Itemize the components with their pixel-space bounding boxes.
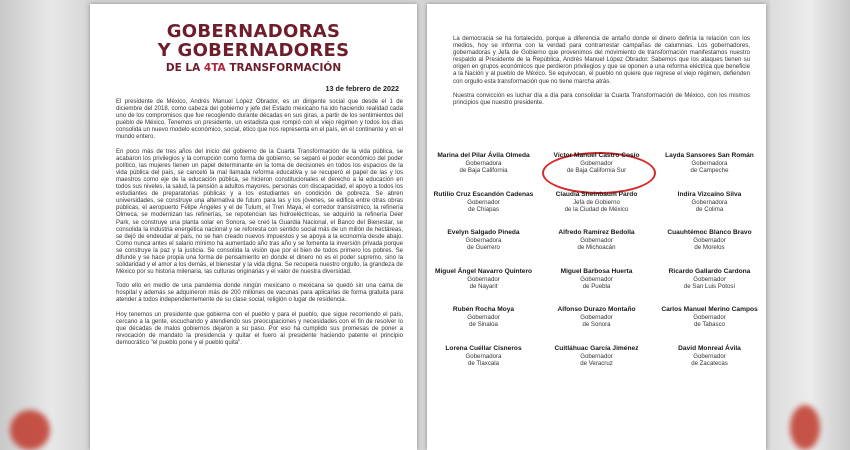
governor-signature [540, 345, 653, 384]
governor-role: Gobernador [467, 314, 500, 321]
governor-role: Gobernador [580, 160, 613, 167]
governor-state: de Baja California [459, 167, 508, 174]
governor-signature [540, 306, 653, 345]
title-line-3: DE LA 4TA TRANSFORMACIÓN [165, 62, 342, 74]
governor-state: de San Luis Potosí [683, 282, 736, 290]
governor-name: Lorena Cuéllar Cisneros [445, 344, 522, 352]
governors-row [427, 229, 766, 268]
governor-state: de Guerrero [467, 244, 500, 251]
governor-role: Gobernador [693, 237, 726, 244]
governor-state: de Campeche [690, 167, 729, 174]
governor-state: de Colima [695, 205, 724, 213]
governor-role: Gobernadora [465, 237, 502, 244]
governor-role: Jefa de Gobierno [573, 198, 620, 206]
governor-role: Gobernador [693, 275, 726, 283]
governor-name: Claudia Sheinbaum Pardo [555, 190, 638, 198]
governor-name: Indira Vizcaíno Silva [677, 190, 742, 198]
left-page [90, 4, 417, 450]
governor-state: de Veracruz [580, 359, 613, 367]
governor-signature [653, 306, 766, 345]
governor-name: Cuauhtémoc Blanco Bravo [667, 229, 752, 236]
governor-state: de la Ciudad de México [564, 205, 629, 213]
governors-grid [427, 152, 766, 383]
paragraph: Hoy tenemos un presidente que gobierna con el pueblo y para el pueblo, que sigue recorriendo el país, cercano a la gente, escuchando y atendiendo sus preocupaciones y necesidades con el fin de resolver lo que décadas de malos gobiernos dejaron a su paso. Por eso ha cumplido sus promesas de poner a revocación de mandato la presidencia y quitar el fuero al presidente haciendo patente el principio democrático "el pueblo pone y el pueblo quita". [116, 311, 403, 346]
governor-role: Gobernador [580, 352, 613, 360]
governor-role: Gobernador [580, 237, 613, 244]
governor-state: de Sinaloa [469, 321, 498, 328]
paragraph: Nuestra convicción es luchar día a día para consolidar la Cuarta Transformación de México, con los mismos principios que nuestro presidente. [453, 92, 750, 106]
governor-state: de Michoacán [577, 244, 616, 251]
paragraph: La democracia se ha fortalecido, porque a diferencia de antaño donde el dinero definía la relación con los medios, hoy se informa con la verdad para contrarrestar campañas de calumnias. Los gobernadores, gobernadoras y Jefa de Gobierno que provenimos del movimiento de transformación manifestamos nuestro respaldo al Presidente de la República, Andrés Manuel López Obrador. Sabemos que los ataques tienen su origen en grupos económicos que perdieron privilegios y que se oponen a una reforma eléctrica que beneficie a la Nación y al pueblo de México. Se equivocan, el pueblo no quiere que regrese el viejo régimen, defienden con orgullo esta transformación que no tiene marcha atrás. [453, 36, 750, 85]
governor-name: Rubén Rocha Moya [452, 306, 515, 313]
governor-state: de Sonora [582, 321, 611, 328]
decorative-blur [790, 405, 820, 450]
governor-role: Gobernador [467, 198, 500, 206]
governor-signature [540, 152, 653, 191]
governor-signature [653, 191, 766, 230]
governor-signature [540, 191, 653, 230]
governor-state: de Tlaxcala [467, 359, 500, 367]
left-body-text [116, 99, 403, 347]
governor-name: Víctor Manuel Castro Cosío [553, 152, 640, 159]
governor-role: Gobernadora [465, 352, 502, 360]
governor-name: David Monreal Ávila [678, 344, 741, 352]
governor-role: Gobernadora [691, 160, 728, 167]
governor-signature [427, 268, 540, 307]
governor-signature [427, 306, 540, 345]
governor-signature [427, 345, 540, 384]
governor-role: Gobernador [467, 275, 500, 283]
governor-role: Gobernador [693, 314, 726, 321]
right-body-text [453, 36, 750, 107]
governor-signature [427, 229, 540, 268]
governor-signature [653, 152, 766, 191]
governor-name: Ricardo Gallardo Cardona [668, 267, 751, 275]
governor-name: Alfonso Durazo Montaño [557, 306, 636, 313]
governor-state: de Nayarit [469, 282, 498, 290]
governor-state: de Zacatecas [691, 359, 728, 367]
governor-name: Miguel Barbosa Huerta [560, 267, 633, 275]
governors-row [427, 268, 766, 307]
governor-name: Evelyn Salgado Pineda [447, 229, 520, 236]
governor-signature [427, 191, 540, 230]
governor-name: Marina del Pilar Ávila Olmeda [437, 152, 530, 159]
title-line-2: Y GOBERNADORES [157, 40, 350, 61]
governor-signature [540, 268, 653, 307]
governor-signature [653, 229, 766, 268]
governor-signature [653, 268, 766, 307]
governor-role: Gobernadora [465, 160, 502, 167]
governor-state: de Tabasco [693, 321, 726, 328]
governor-state: de Morelos [694, 244, 725, 251]
governor-name: Cuitláhuac García Jiménez [554, 344, 639, 352]
governor-name: Carlos Manuel Merino Campos [661, 306, 758, 313]
governor-state: de Puebla [582, 282, 611, 290]
paragraph: El presidente de México, Andrés Manuel López Obrador, es un dirigente social que desde el 1 de diciembre del 2018, como cabeza del gobierno y jefe del Estado mexicano ha ido haciendo realidad cada uno de los compromisos que fue recogiendo durante décadas en sus giras, a partir de los sentimientos del pueblo de México. Tenemos un presidente, un estadista que rompió con el viejo régimen y todos los días consolida un nuevo modelo económico, social, ético que nos representa en el país, en el continente y en el mundo entero. [116, 99, 403, 141]
governor-role: Gobernador [580, 314, 613, 321]
governor-role: Gobernador [580, 275, 613, 283]
governor-signature [427, 152, 540, 191]
document-title [90, 22, 417, 74]
document-date: 13 de febrero de 2022 [325, 84, 399, 93]
right-page [427, 4, 766, 450]
governor-state: de Chiapas [468, 205, 499, 213]
governor-signature [540, 229, 653, 268]
governor-name: Rutilio Cruz Escandón Cadenas [433, 190, 534, 198]
paragraph: Todo ello en medio de una pandemia donde ningún mexicano o mexicana se quedó sin una cama de hospital y además se adquirieron más de 200 millones de vacunas para aplicarlas de forma gratuita para atender a todos independientemente de su clase social, religión o lugar de residencia. [116, 283, 403, 304]
governor-name: Layda Sansores San Román [665, 152, 754, 159]
background-left [0, 0, 85, 450]
paragraph: En poco más de tres años del inicio del gobierno de la Cuarta Transformación de la vida pública, se acabaron los privilegios y la corrupción como forma de gobierno, se separó el poder económico del poder político, las mujeres tienen un papel determinante en la toma de decisiones en todos los espacios de la vida pública del país, se canceló la mal llamada reforma educativa y se recuperó el papel de las y los maestros como eje de la educación pública, se hicieron constitucionales el derecho a la educación en todos sus niveles, la salud, la pensión a adultos mayores, personas con discapacidad, el apoyo a todos los estudiantes de preparatorias públicas y a los estudiantes en condición de pobreza. Se abren universidades, se construye una alternativa de futuro para las y los jóvenes, se edifica entre otras obras públicas, el aeropuerto Felipe Ángeles y el de Tulum, el Tren Maya, el corredor transístmico, la refinería Olmeca, se modernizan las refinerías, se repotencian las hidroeléctricas, se adquirió la refinería Deer Park, se construye una planta solar en Sonora, se creó la Guardia Nacional, el Banco del Bienestar, se consolida la industria energética nacional y se reforesta con sentido social más de un millón de hectáreas, se dejó de endeudar al país, no se han creado nuevos impuestos y se apoya a la economía desde abajo. Como nunca antes el salario mínimo ha aumentado año tras año y se fomenta la inversión privada porque se construye la paz y la justicia. Se consolida la visión que por el bien de todos primero los pobres. Se difunde y se hace propia una forma de pensamiento en donde el dinero no es el poder supremo, sino la solidaridad y el amor a los demás, el bienestar y la vida digna. Se recupera nuestro orgullo, la grandeza de México por su historia milenaria, las culturas originarias y el valor de nuestra diversidad. [116, 148, 403, 276]
governors-row [427, 191, 766, 230]
governor-signature [653, 345, 766, 384]
title-line-1: GOBERNADORAS [166, 21, 341, 42]
governor-name: Miguel Ángel Navarro Quintero [434, 267, 533, 275]
decorative-blur [10, 410, 50, 450]
background-right [770, 0, 850, 450]
governors-row [427, 345, 766, 384]
governors-row [427, 152, 766, 191]
governor-role: Gobernadora [691, 198, 728, 206]
governor-role: Gobernador [693, 352, 726, 360]
governor-state: de Baja California Sur [566, 167, 627, 174]
governors-row [427, 306, 766, 345]
governor-name: Alfredo Ramírez Bedolla [558, 229, 635, 236]
